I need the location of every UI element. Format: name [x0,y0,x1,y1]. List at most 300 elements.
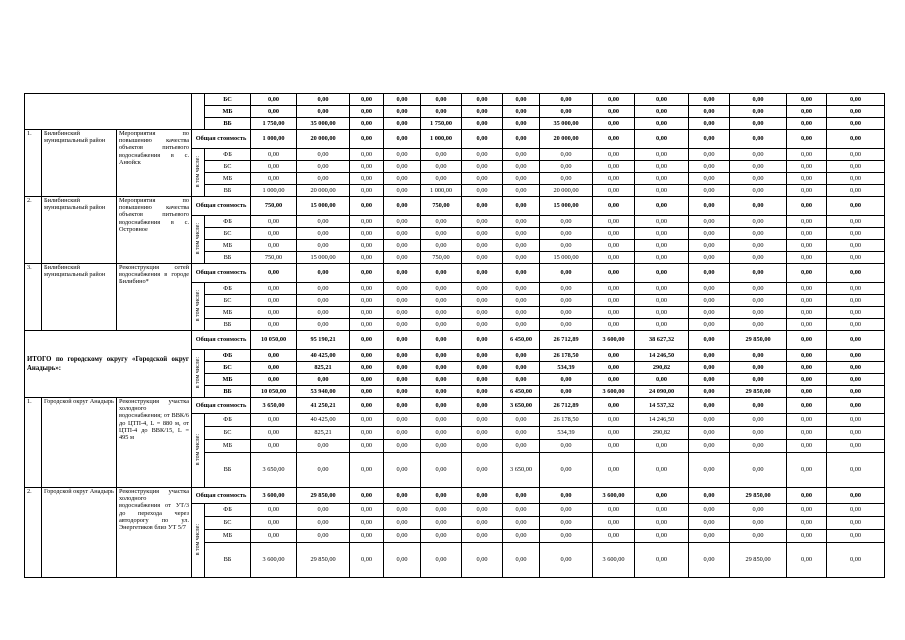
value-cell: 0,00 [689,228,730,240]
value-cell: 14 246,50 [635,350,689,362]
value-cell: 0,00 [251,240,297,252]
value-cell: 0,00 [350,530,384,543]
value-cell: 0,00 [827,161,885,173]
value-cell: 0,00 [540,386,593,398]
item-number: 2. [25,488,42,578]
value-cell: 0,00 [350,350,384,362]
value-cell: 0,00 [689,94,730,106]
value-cell: 0,00 [787,197,827,216]
value-cell: 0,00 [730,517,787,530]
value-cell: 0,00 [251,149,297,161]
value-cell: 0,00 [593,307,635,319]
value-cell: 0,00 [350,488,384,504]
value-cell: 0,00 [350,240,384,252]
value-cell: 0,00 [503,530,540,543]
value-cell: 0,00 [827,130,885,149]
value-cell: 0,00 [251,173,297,185]
value-cell: 0,00 [540,216,593,228]
value-cell: 0,00 [730,216,787,228]
value-cell: 0,00 [297,149,350,161]
value-cell: 0,00 [730,504,787,517]
value-cell: 0,00 [730,453,787,488]
value-cell: 0,00 [593,118,635,130]
value-cell: 0,00 [593,350,635,362]
value-cell: 0,00 [827,228,885,240]
value-cell: 0,00 [787,94,827,106]
fund-label: ФБ [205,414,251,427]
including-label: в том числе: [194,523,201,556]
value-cell: 0,00 [689,414,730,427]
value-cell: 0,00 [593,252,635,264]
value-cell: 1 000,00 [421,185,462,197]
value-cell: 0,00 [462,173,503,185]
value-cell: 0,00 [827,350,885,362]
value-cell: 53 940,00 [297,386,350,398]
value-cell: 0,00 [635,173,689,185]
fund-label: БС [205,362,251,374]
value-cell: 10 050,00 [251,386,297,398]
value-cell: 0,00 [384,185,421,197]
value-cell: 0,00 [787,386,827,398]
value-cell: 24 090,00 [635,386,689,398]
value-cell: 0,00 [462,295,503,307]
value-cell: 0,00 [421,504,462,517]
value-cell: 0,00 [462,427,503,440]
value-cell: 0,00 [730,173,787,185]
fund-label: МБ [205,530,251,543]
value-cell: 0,00 [730,149,787,161]
value-cell: 0,00 [689,106,730,118]
value-cell: 0,00 [540,149,593,161]
value-cell: 0,00 [350,398,384,414]
value-cell: 0,00 [593,319,635,331]
value-cell: 0,00 [462,252,503,264]
district-name: Билибинский муниципальный район [42,197,117,264]
value-cell: 0,00 [635,440,689,453]
activity-name: Реконструкция участка холодного водоснабжения; от ВВК/6 до ЦТП-4, L = 880 м, от ЦТП-4 до ВВК/15, L = 495 м [117,398,192,488]
value-cell: 15 000,00 [297,252,350,264]
value-cell: 0,00 [251,161,297,173]
value-cell: 15 000,00 [297,197,350,216]
value-cell: 0,00 [635,374,689,386]
value-cell: 0,00 [827,440,885,453]
value-cell: 0,00 [462,374,503,386]
value-cell: 0,00 [384,264,421,283]
value-cell: 0,00 [421,414,462,427]
value-cell: 0,00 [689,264,730,283]
value-cell: 0,00 [787,319,827,331]
value-cell: 0,00 [251,228,297,240]
value-cell: 0,00 [384,543,421,578]
funding-table-body [25,94,885,578]
value-cell: 0,00 [827,331,885,350]
fund-label: ВБ [205,185,251,197]
value-cell: 29 850,00 [730,543,787,578]
value-cell: 0,00 [384,216,421,228]
value-cell: 0,00 [350,307,384,319]
value-cell: 0,00 [462,319,503,331]
value-cell: 0,00 [635,319,689,331]
value-cell: 0,00 [689,374,730,386]
value-cell: 0,00 [350,414,384,427]
value-cell: 0,00 [593,240,635,252]
value-cell: 0,00 [689,350,730,362]
value-cell: 0,00 [635,252,689,264]
value-cell: 0,00 [462,94,503,106]
value-cell: 0,00 [787,504,827,517]
value-cell: 0,00 [297,94,350,106]
value-cell: 0,00 [593,414,635,427]
fund-label: МБ [205,173,251,185]
value-cell: 0,00 [350,264,384,283]
value-cell: 0,00 [689,295,730,307]
value-cell: 95 190,21 [297,331,350,350]
value-cell: 0,00 [384,414,421,427]
value-cell: 0,00 [350,331,384,350]
value-cell: 0,00 [462,350,503,362]
value-cell: 0,00 [297,283,350,295]
value-cell: 0,00 [689,319,730,331]
value-cell: 0,00 [827,319,885,331]
value-cell: 0,00 [384,118,421,130]
value-cell: 0,00 [462,197,503,216]
value-cell: 0,00 [421,362,462,374]
value-cell: 38 627,32 [635,331,689,350]
value-cell: 41 250,21 [297,398,350,414]
value-cell: 0,00 [787,398,827,414]
value-cell: 40 425,00 [297,350,350,362]
value-cell: 0,00 [827,517,885,530]
value-cell: 534,39 [540,427,593,440]
fund-label: ВБ [205,386,251,398]
value-cell: 0,00 [540,173,593,185]
value-cell: 0,00 [251,517,297,530]
including-label: в том числе: [194,356,201,389]
value-cell: 0,00 [421,173,462,185]
value-cell: 0,00 [297,504,350,517]
value-cell: 0,00 [593,295,635,307]
value-cell: 3 650,00 [251,398,297,414]
value-cell: 0,00 [350,197,384,216]
value-cell: 0,00 [540,106,593,118]
value-cell: 0,00 [635,118,689,130]
value-cell: 0,00 [421,295,462,307]
value-cell: 0,00 [251,440,297,453]
value-cell: 0,00 [827,216,885,228]
including-label: в том числе: [194,155,201,188]
value-cell: 0,00 [384,307,421,319]
value-cell: 0,00 [384,319,421,331]
value-cell: 0,00 [421,398,462,414]
value-cell: 15 000,00 [540,252,593,264]
fund-label: ВБ [205,453,251,488]
value-cell: 0,00 [827,488,885,504]
value-cell: 0,00 [689,149,730,161]
value-cell: 0,00 [827,414,885,427]
value-cell: 0,00 [384,240,421,252]
value-cell: 0,00 [730,118,787,130]
value-cell: 0,00 [384,130,421,149]
value-cell: 0,00 [384,398,421,414]
value-cell: 825,21 [297,362,350,374]
value-cell: 10 050,00 [251,331,297,350]
value-cell: 0,00 [540,530,593,543]
value-cell: 0,00 [730,252,787,264]
value-cell: 0,00 [787,374,827,386]
district-name: Городской округ Анадырь [42,398,117,488]
value-cell: 0,00 [730,283,787,295]
value-cell: 3 650,00 [503,398,540,414]
value-cell: 0,00 [251,362,297,374]
value-cell: 0,00 [251,283,297,295]
value-cell: 0,00 [350,252,384,264]
value-cell: 0,00 [593,197,635,216]
value-cell: 0,00 [635,228,689,240]
value-cell: 0,00 [503,362,540,374]
value-cell: 825,21 [297,427,350,440]
fund-label: ФБ [205,216,251,228]
fund-label: МБ [205,374,251,386]
value-cell: 0,00 [730,185,787,197]
value-cell: 0,00 [787,130,827,149]
value-cell: 0,00 [689,240,730,252]
value-cell: 0,00 [730,319,787,331]
value-cell: 0,00 [689,161,730,173]
value-cell: 3 650,00 [503,453,540,488]
value-cell: 0,00 [540,283,593,295]
value-cell: 0,00 [297,319,350,331]
value-cell: 0,00 [462,118,503,130]
value-cell: 0,00 [251,350,297,362]
value-cell: 0,00 [540,295,593,307]
value-cell: 0,00 [787,118,827,130]
value-cell: 0,00 [297,440,350,453]
including-cell [192,414,205,488]
value-cell: 0,00 [421,543,462,578]
value-cell: 0,00 [540,161,593,173]
value-cell: 0,00 [462,228,503,240]
value-cell: 0,00 [462,161,503,173]
value-cell: 0,00 [421,149,462,161]
including-cell [192,350,205,398]
value-cell: 0,00 [827,295,885,307]
value-cell: 0,00 [827,106,885,118]
value-cell: 0,00 [462,488,503,504]
value-cell: 0,00 [635,161,689,173]
value-cell: 20 000,00 [540,130,593,149]
value-cell: 0,00 [827,362,885,374]
value-cell: 0,00 [421,106,462,118]
value-cell: 0,00 [689,252,730,264]
value-cell: 0,00 [827,94,885,106]
value-cell: 6 450,00 [503,331,540,350]
value-cell: 0,00 [251,427,297,440]
value-cell: 0,00 [730,362,787,374]
value-cell: 0,00 [827,264,885,283]
value-cell: 0,00 [421,517,462,530]
value-cell: 0,00 [540,517,593,530]
fund-label: МБ [205,240,251,252]
value-cell: 0,00 [635,149,689,161]
item-total-row [25,398,885,414]
value-cell: 0,00 [635,94,689,106]
value-cell: 0,00 [787,427,827,440]
fund-label: ВБ [205,252,251,264]
value-cell: 0,00 [503,173,540,185]
value-cell: 0,00 [462,453,503,488]
value-cell: 0,00 [503,106,540,118]
district-name: Билибинский муниципальный район [42,130,117,197]
item-number: 2. [25,197,42,264]
district-name: Билибинский муниципальный район [42,264,117,331]
value-cell: 0,00 [462,149,503,161]
value-cell: 0,00 [384,517,421,530]
activity-name: Реконструкция участка холодного водоснабжения от УТ/3 до перехода через автодорогу по ул. Энергетиков близ УТ 5/7 [117,488,192,578]
value-cell: 0,00 [593,94,635,106]
value-cell: 0,00 [384,362,421,374]
value-cell: 0,00 [421,228,462,240]
total-cost-label: Общая стоимость [192,197,251,216]
value-cell: 0,00 [593,185,635,197]
value-cell: 0,00 [384,504,421,517]
value-cell: 0,00 [421,216,462,228]
value-cell: 0,00 [593,228,635,240]
fund-label: МБ [205,307,251,319]
value-cell: 0,00 [540,543,593,578]
value-cell: 35 000,00 [540,118,593,130]
fund-label: БС [205,295,251,307]
value-cell: 0,00 [350,295,384,307]
value-cell: 0,00 [350,185,384,197]
value-cell: 0,00 [635,453,689,488]
value-cell: 0,00 [350,130,384,149]
value-cell: 0,00 [350,386,384,398]
value-cell: 0,00 [787,488,827,504]
value-cell: 29 850,00 [297,543,350,578]
value-cell: 0,00 [384,197,421,216]
value-cell: 0,00 [251,504,297,517]
grand-total-title: ИТОГО по городскому округу «Городской округ Анадырь»: [25,331,192,398]
table-row [25,94,885,106]
value-cell: 0,00 [540,440,593,453]
value-cell: 0,00 [462,216,503,228]
fund-label: ФБ [205,350,251,362]
item-total-row [25,264,885,283]
value-cell: 0,00 [251,307,297,319]
value-cell: 0,00 [730,106,787,118]
value-cell: 0,00 [421,427,462,440]
value-cell: 0,00 [421,161,462,173]
value-cell: 0,00 [503,161,540,173]
value-cell: 0,00 [540,319,593,331]
value-cell: 0,00 [827,374,885,386]
value-cell: 0,00 [635,530,689,543]
value-cell: 3 600,00 [593,543,635,578]
fund-label: ВБ [205,543,251,578]
value-cell: 0,00 [593,453,635,488]
value-cell: 0,00 [635,543,689,578]
value-cell: 0,00 [421,264,462,283]
fund-label: БС [205,427,251,440]
value-cell: 0,00 [787,414,827,427]
value-cell: 0,00 [689,331,730,350]
value-cell: 0,00 [297,530,350,543]
value-cell: 0,00 [251,414,297,427]
value-cell: 0,00 [593,130,635,149]
value-cell: 0,00 [503,118,540,130]
value-cell: 0,00 [689,197,730,216]
value-cell: 0,00 [689,530,730,543]
value-cell: 0,00 [384,173,421,185]
value-cell: 0,00 [297,264,350,283]
value-cell: 0,00 [297,106,350,118]
value-cell: 0,00 [503,319,540,331]
value-cell: 290,82 [635,427,689,440]
value-cell: 0,00 [297,173,350,185]
value-cell: 0,00 [730,130,787,149]
value-cell: 0,00 [462,440,503,453]
value-cell: 0,00 [730,530,787,543]
value-cell: 0,00 [503,228,540,240]
value-cell: 0,00 [421,94,462,106]
value-cell: 0,00 [730,427,787,440]
value-cell: 0,00 [787,307,827,319]
value-cell: 0,00 [689,504,730,517]
value-cell: 0,00 [593,362,635,374]
value-cell: 0,00 [540,504,593,517]
value-cell: 40 425,00 [297,414,350,427]
value-cell: 0,00 [730,350,787,362]
fund-label: МБ [205,106,251,118]
value-cell: 0,00 [593,216,635,228]
value-cell: 1 000,00 [421,130,462,149]
value-cell: 0,00 [593,161,635,173]
value-cell: 0,00 [297,453,350,488]
total-cost-label: Общая стоимость [192,488,251,504]
fund-label: БС [205,517,251,530]
value-cell: 0,00 [462,307,503,319]
value-cell: 0,00 [503,307,540,319]
including-cell [192,283,205,331]
value-cell: 0,00 [730,94,787,106]
value-cell: 3 650,00 [251,453,297,488]
value-cell: 0,00 [730,161,787,173]
item-number: 1. [25,130,42,197]
value-cell: 0,00 [540,453,593,488]
value-cell: 0,00 [421,283,462,295]
value-cell: 0,00 [384,530,421,543]
value-cell: 0,00 [827,504,885,517]
value-cell: 0,00 [503,240,540,252]
value-cell: 0,00 [350,106,384,118]
including-cell [192,504,205,578]
value-cell: 0,00 [297,228,350,240]
value-cell: 0,00 [384,453,421,488]
value-cell: 0,00 [297,216,350,228]
value-cell: 0,00 [462,543,503,578]
value-cell: 750,00 [251,252,297,264]
value-cell: 0,00 [827,197,885,216]
value-cell: 0,00 [503,185,540,197]
value-cell: 0,00 [503,130,540,149]
value-cell: 0,00 [251,295,297,307]
value-cell: 0,00 [384,440,421,453]
value-cell: 0,00 [827,386,885,398]
value-cell: 26 712,89 [540,398,593,414]
value-cell: 0,00 [297,161,350,173]
value-cell: 0,00 [730,240,787,252]
value-cell: 0,00 [635,240,689,252]
